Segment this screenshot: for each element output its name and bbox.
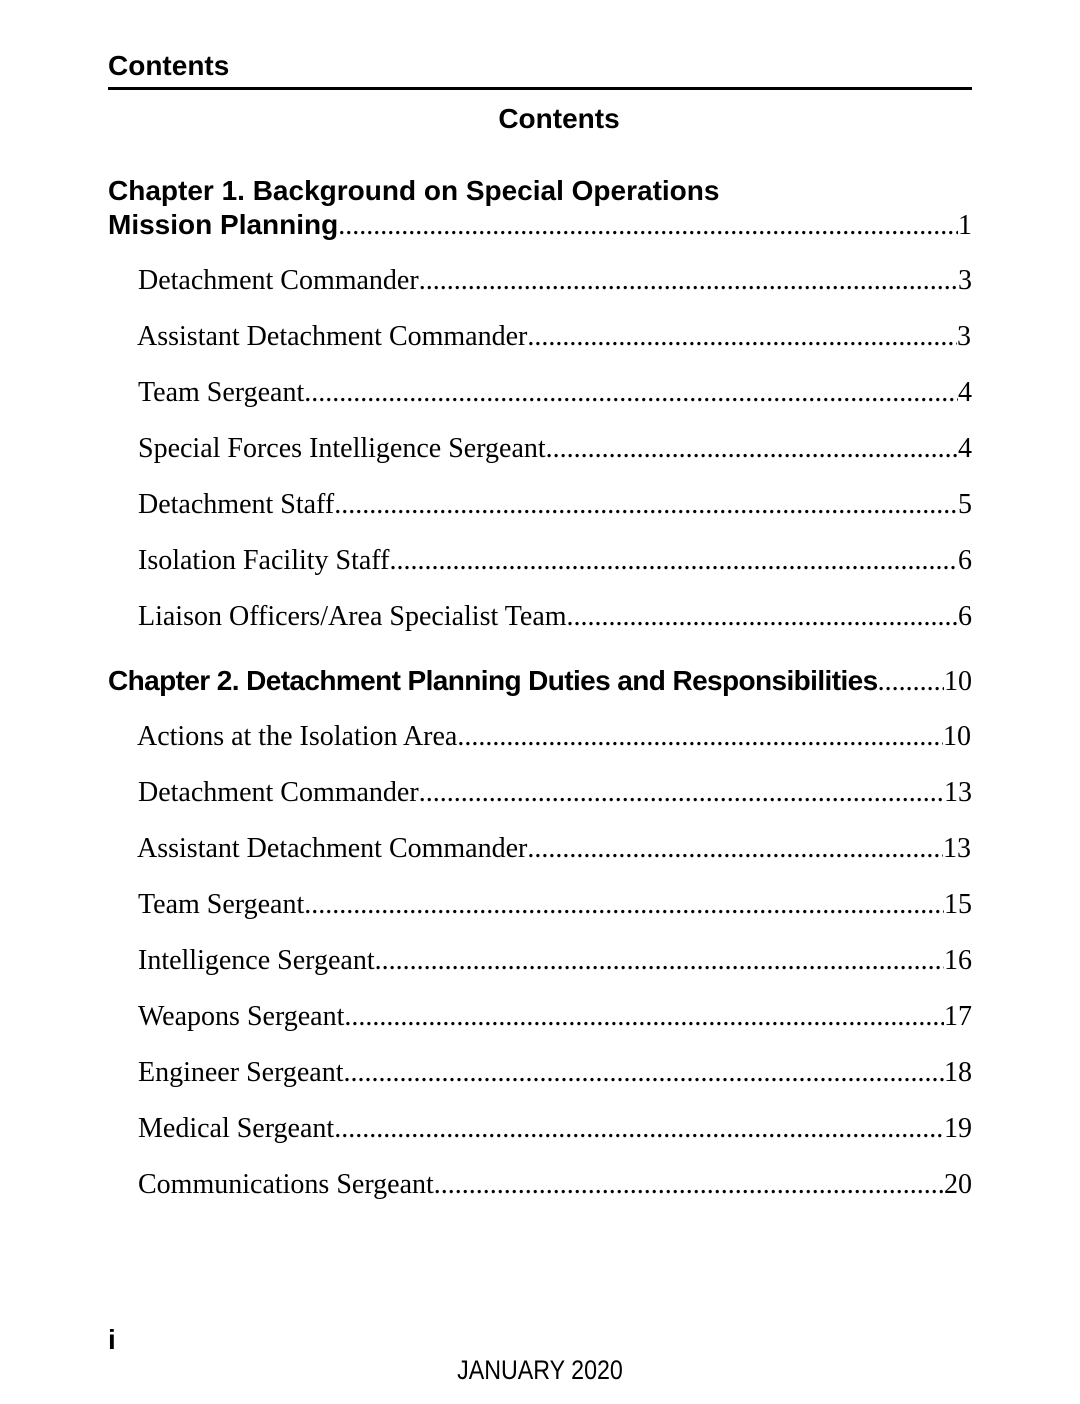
toc-entry-page: 6: [958, 545, 972, 576]
toc-entry-label: Team Sergeant: [138, 889, 305, 920]
toc-entry[interactable]: [138, 1001, 972, 1033]
toc-entry[interactable]: [138, 377, 972, 409]
chapter-1-title-line2: Mission Planning: [108, 209, 339, 240]
toc-entry-label: Weapons Sergeant: [138, 1001, 345, 1032]
toc-entry-label: Engineer Sergeant: [138, 1057, 344, 1088]
dot-leader: [344, 1057, 944, 1089]
dot-leader: [338, 210, 958, 242]
toc-entry-page: 10: [943, 721, 971, 752]
dot-leader: [567, 601, 958, 633]
chapter-1-page: 1: [958, 210, 972, 241]
toc-entry-label: Medical Sergeant: [138, 1113, 335, 1144]
running-header: Contents: [108, 50, 230, 81]
toc-entry-page: 4: [958, 377, 972, 408]
toc-entry-label: Detachment Commander: [138, 777, 419, 808]
toc-entry-label: Communications Sergeant: [138, 1169, 434, 1200]
toc-entry[interactable]: [138, 601, 972, 633]
dot-leader: [546, 433, 958, 465]
toc-entry-chapter-1[interactable]: [108, 209, 972, 242]
chapter-2-title: Chapter 2. Detachment Planning Duties and Responsibilities: [108, 665, 878, 696]
toc-entry-page: 20: [944, 1169, 972, 1200]
toc-entry-page: 13: [943, 833, 971, 864]
toc-entry-page: 13: [944, 777, 972, 808]
toc-entry-label: Intelligence Sergeant: [138, 945, 375, 976]
toc-entry-label: Actions at the Isolation Area: [137, 721, 458, 752]
toc-entry-page: 17: [944, 1001, 972, 1032]
toc-entry-page: 6: [958, 601, 972, 632]
dot-leader: [457, 721, 943, 753]
toc-entry-page: 18: [944, 1057, 972, 1088]
toc-entry-label: Detachment Commander: [138, 265, 419, 296]
dot-leader: [304, 889, 944, 921]
toc-entry-page: 3: [957, 321, 971, 352]
toc-entry-label: Detachment Staff: [138, 489, 335, 520]
dot-leader: [527, 321, 957, 353]
toc-entry-label: Assistant Detachment Commander: [137, 321, 528, 352]
toc-entry-label: Special Forces Intelligence Sergeant: [138, 433, 546, 464]
header-rule: [108, 87, 972, 90]
toc-entry-label: Team Sergeant: [138, 377, 305, 408]
footer-date: JANUARY 2020: [457, 1355, 623, 1385]
chapter-2-page: 10: [944, 666, 972, 697]
toc-entry[interactable]: [138, 777, 972, 809]
dot-leader: [344, 1001, 944, 1033]
toc-entry[interactable]: [138, 545, 972, 577]
toc-entry[interactable]: [138, 433, 972, 465]
page-number: i: [108, 1324, 116, 1355]
dot-leader: [434, 1169, 944, 1201]
toc-entry-page: 4: [958, 433, 972, 464]
dot-leader: [419, 265, 958, 297]
chapter-1-title-line1[interactable]: Chapter 1. Background on Special Operations: [108, 175, 720, 206]
toc-entry[interactable]: [138, 265, 972, 297]
toc-entry[interactable]: [138, 889, 972, 921]
toc-entry[interactable]: [137, 721, 971, 753]
dot-leader: [304, 377, 958, 409]
toc-entry[interactable]: [138, 1113, 972, 1145]
toc-entry[interactable]: [137, 321, 971, 353]
dot-leader: [878, 666, 944, 698]
toc-entry[interactable]: [138, 1057, 972, 1089]
dot-leader: [334, 1113, 944, 1145]
toc-entry[interactable]: [137, 833, 971, 865]
toc-entry-page: 19: [944, 1113, 972, 1144]
dot-leader: [334, 489, 958, 521]
toc-entry-page: 5: [958, 489, 972, 520]
toc-entry-label: Isolation Facility Staff: [138, 545, 390, 576]
toc-entry-label: Assistant Detachment Commander: [137, 833, 528, 864]
toc-entry-chapter-2[interactable]: [108, 665, 972, 698]
toc-entry[interactable]: [138, 489, 972, 521]
dot-leader: [419, 777, 944, 809]
page-title: Contents: [498, 103, 620, 134]
toc-entry-page: 15: [944, 889, 972, 920]
toc-entry-page: 16: [944, 945, 972, 976]
dot-leader: [375, 945, 944, 977]
dot-leader: [527, 833, 943, 865]
toc-entry-label: Liaison Officers/Area Specialist Team: [138, 601, 567, 632]
dot-leader: [389, 545, 958, 577]
toc-entry-page: 3: [958, 265, 972, 296]
toc-entry[interactable]: [138, 1169, 972, 1201]
toc-entry[interactable]: [138, 945, 972, 977]
